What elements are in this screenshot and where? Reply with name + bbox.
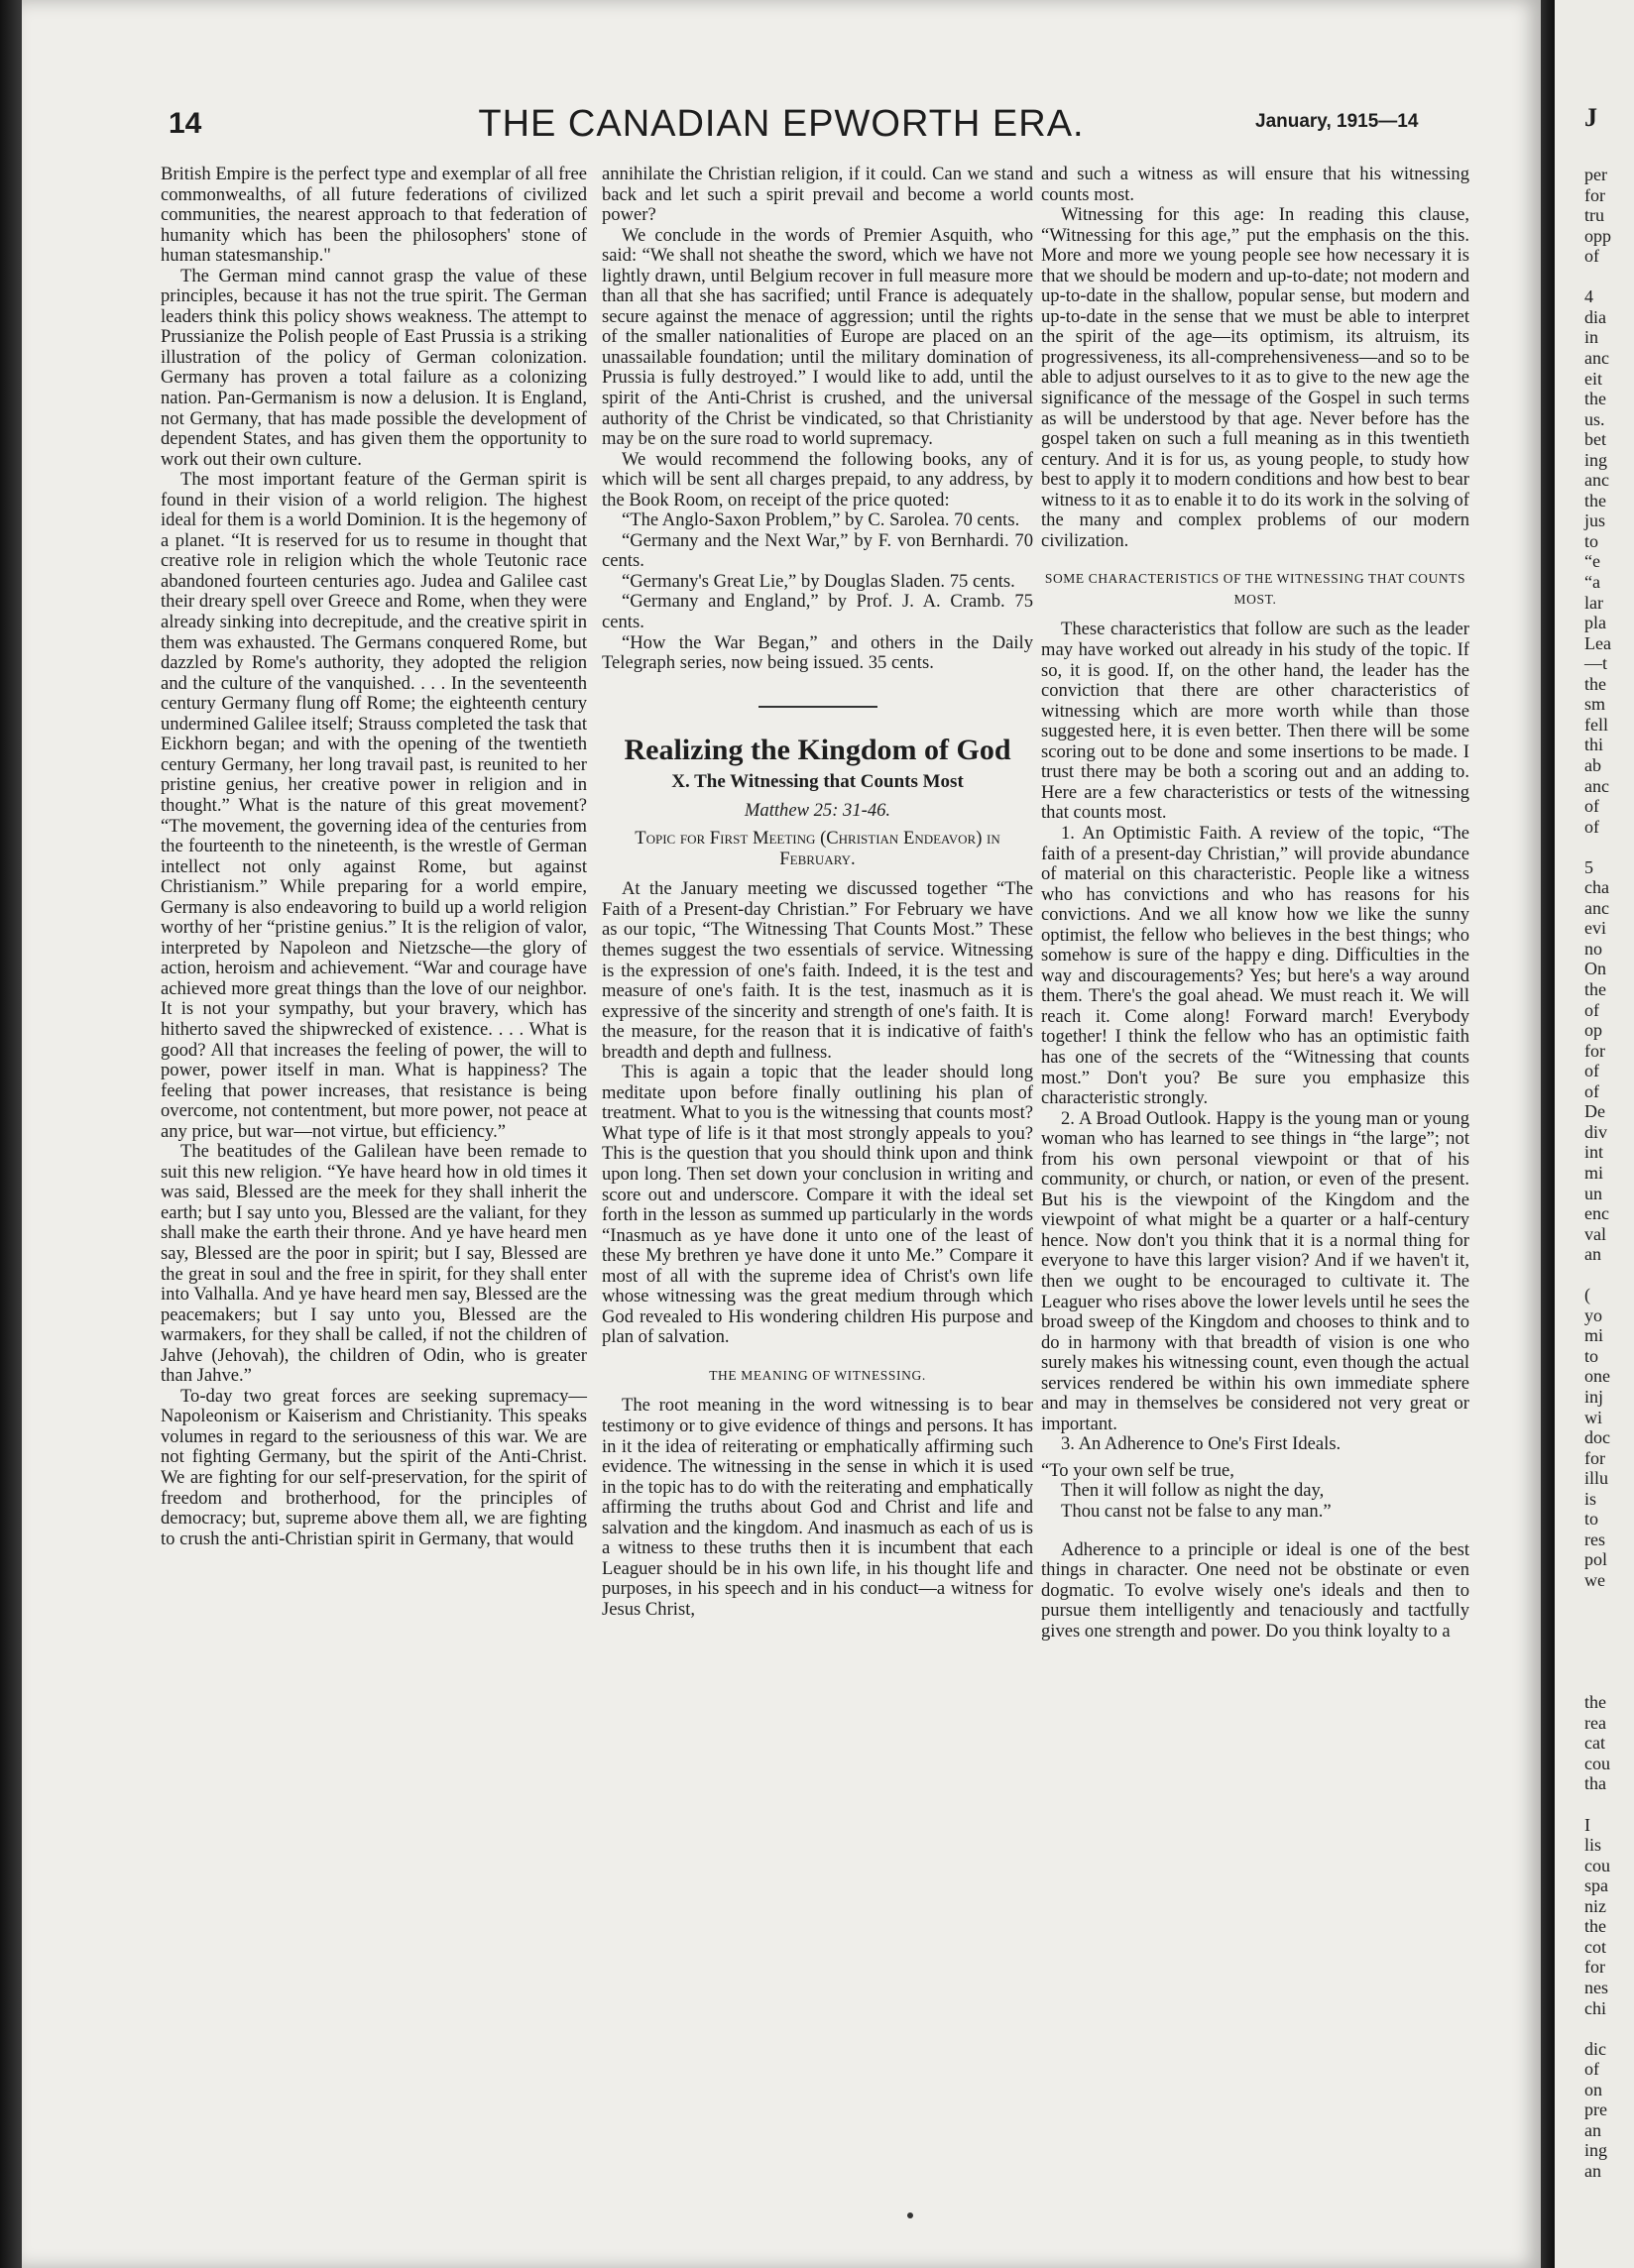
paragraph: “Germany's Great Lie,” by Douglas Sladen. 75 cents. — [622, 570, 1015, 592]
facing-page-fragment: res — [1584, 1529, 1605, 1549]
scan-edge — [0, 0, 22, 2268]
facing-page-fragment: us. — [1584, 408, 1605, 429]
paragraph: The beatitudes of the Galilean have been remade to suit this new religion. “Ye have heard how in old times it was said, Blessed are the meek for they shall inherit the earth; but I say unto you, Blessed are the valiant, for they shall make the earth their throne. And ye have heard men say, Blessed are the poor in spirit; but I say, Blessed are the great in soul and the free in spirit, for they shall enter into Valhalla. And ye have heard men say, Blessed are the peacemakers; but I say unto you, Blessed are the warmakers, for they shall be called, if not the children of Jahve (Jehovah), the children of Odin, who is greater than Jahve.” — [161, 1141, 587, 1387]
facing-page-fragment: mi — [1584, 1162, 1604, 1183]
facing-page-fragment: lar — [1584, 592, 1603, 613]
facing-page-fragment: cou — [1584, 1753, 1610, 1773]
facing-page-fragment: to — [1584, 1345, 1599, 1366]
facing-page-fragment: the — [1584, 490, 1606, 510]
paragraph: The most important feature of the German spirit is found in their vision of a world religion. The highest ideal for them is a world Dominion. It is the hegemony of a planet. “It is reserved for us to resume in thought that creative role in religion which the whole Teutonic race abandoned fourteen centuries ago. Judea and Galilee cast their dreary spell over Greece and Rome, when they were already sinking into decrepitude, and the creative spirit in them was exhausted. The Germans conquered Rome, but dazzled by Rome's authority, they adopted the religion and the culture of the vanquished. . . . In the seventeenth century Germany flung off Rome; the eighteenth century undermined Galilee itself; Strauss completed the task that Eickhorn began; and with the opening of the twentieth century Germany, her long travail past, is reunited to her pristine genius, her creative power in religion and in thought.” What is the nature of this great movement? “The movement, the governing idea of the centuries from the fourteenth to the nineteenth, is the wrestle of German intellect not only against Rome, but against Christianism.” While preparing for a world empire, Germany is also endeavoring to build up a world religion worthy of her “pristine genius.” It is the religion of valor, interpreted by Napoleon and Nietzsche—the glory of action, heroism and achievement. “War and courage have achieved more great things than the love of our neighbor. It is not your sympathy, but your bravery, which has hitherto saved the shipwrecked of existence. . . . What is good? All that increases the feeling of power, the will to power, power itself in man. What is happiness? The feeling that power increases, that resistance is being overcome, not contentment, but more power, not peace at any price, but war—not virtue, but efficiency.” — [161, 469, 587, 1142]
facing-page-fragment: no — [1584, 938, 1602, 959]
paragraph: “The Anglo-Saxon Problem,” by C. Sarolea. 70 cents. — [622, 510, 1020, 531]
facing-page-fragment: of — [1584, 246, 1599, 267]
facing-page-fragment: “a — [1584, 572, 1600, 592]
facing-page-fragment: anc — [1584, 897, 1609, 918]
facing-page-fragment: of — [1584, 2059, 1599, 2080]
facing-page-fragment: eit — [1584, 368, 1602, 389]
scripture-reference: Matthew 25: 31-46. — [744, 799, 891, 821]
page-header — [22, 103, 1541, 153]
facing-page-fragment: niz — [1584, 1895, 1606, 1916]
paragraph: Adherence to a principle or ideal is one of the best things in character. One need not be obstinate or even dogmatic. To evolve wisely one's ideals and then to pursue them intelligently and tenaciously and tactfully gives one strength and power. Do you think loyalty to a — [1041, 1538, 1469, 1642]
facing-page-fragment: ( — [1584, 1285, 1590, 1305]
facing-page-fragment: rea — [1584, 1712, 1606, 1733]
facing-page-fragment: lis — [1584, 1835, 1602, 1856]
paragraph: British Empire is the perfect type and exemplar of all free commonwealths, of all future federations of civilized communities, the nearest approach to that federation of humanity which has been the philosophers' stone of human statesmanship." — [161, 164, 587, 267]
masthead-title: THE CANADIAN EPWORTH ERA. — [478, 103, 1085, 145]
facing-page-fragment: to — [1584, 530, 1599, 551]
paragraph: We would recommend the following books, any of which will be sent all charges prepaid, to any address, by the Book Room, on receipt of the price quoted: — [602, 448, 1033, 510]
facing-page-fragment: un — [1584, 1183, 1602, 1203]
paragraph: “How the War Began,” and others in the Daily Telegraph series, now being issued. 35 cents. — [602, 631, 1033, 674]
facing-page-fragment: the — [1584, 1916, 1606, 1937]
facing-page-fragment: of — [1584, 816, 1599, 837]
ink-speck — [907, 2212, 913, 2218]
facing-page-fragment: cot — [1584, 1936, 1606, 1957]
facing-page-fragment: tha — [1584, 1773, 1606, 1794]
facing-page-fragment: bet — [1584, 429, 1606, 450]
facing-page-fragment: inj — [1584, 1387, 1604, 1407]
paragraph: To-day two great forces are seeking supremacy—Napoleonism or Kaiserism and Christianity. This speaks volumes in regard to the seriousness of this war. We are not fighting Germany, but the spirit of the Anti-Christ. We are fighting for our self-preservation, for the spirit of freedom and brotherhood, for the principles of democracy; but, supreme above them all, we are fighting to crush the anti-Christian spirit in Germany, that would — [161, 1385, 587, 1549]
facing-page-fragment: the — [1584, 1692, 1606, 1713]
book-gutter — [1541, 0, 1555, 2268]
article-title: Realizing the Kingdom of God — [624, 733, 1011, 766]
poem-line: Then it will follow as night the day, — [1061, 1480, 1325, 1502]
facing-page-fragment: an — [1584, 2160, 1601, 2181]
facing-page-fragment: cat — [1584, 1733, 1605, 1754]
facing-page-fragment: to — [1584, 1509, 1599, 1530]
facing-page-fragment: pre — [1584, 2099, 1607, 2120]
facing-page-fragment: yo — [1584, 1304, 1602, 1325]
facing-page-fragment: is — [1584, 1488, 1597, 1509]
poem-quote — [1041, 1461, 1469, 1523]
facing-page-fragment: int — [1584, 1142, 1604, 1163]
facing-page-fragment: doc — [1584, 1427, 1610, 1448]
paragraph: At the January meeting we discussed together “The Faith of a Present-day Christian.” For February we have as our topic, “The Witnessing That Counts Most.” These themes suggest the two essentials of service. Witnessing is the expression of one's faith. Indeed, it is the test and measure of one's faith. It is the test, inasmuch as it is expressive of the sincerity and strength of one's faith. It is the measure, for the reason that it is indicative of faith's breadth and depth and fullness. — [602, 878, 1033, 1063]
facing-page-fragment: anc — [1584, 775, 1609, 796]
facing-page-fragment: the — [1584, 389, 1606, 409]
facing-page-fragment: for — [1584, 184, 1605, 205]
facing-page-fragment: spa — [1584, 1875, 1608, 1896]
facing-page-fragment: dic — [1584, 2038, 1606, 2059]
paragraph: annihilate the Christian religion, if it could. Can we stand back and let such a spirit prevail and become a world power? — [602, 164, 1033, 226]
section-heading: THE MEANING OF WITNESSING. — [709, 1367, 926, 1383]
page-number: 14 — [169, 107, 202, 140]
column-2-top — [602, 165, 1033, 674]
facing-page-fragment: dia — [1584, 306, 1606, 327]
facing-page-fragment: nes — [1584, 1977, 1608, 1997]
paragraph: “Germany and the Next War,” by F. von Bernhardi. 70 cents. — [602, 529, 1033, 572]
facing-page-fragment: mi — [1584, 1325, 1604, 1346]
facing-page-fragment: I — [1584, 1814, 1590, 1835]
facing-page-fragment: of — [1584, 1061, 1599, 1081]
paragraph: The German mind cannot grasp the value of these principles, because it has not the true spirit. The German leaders think this policy shows weakness. The attempt to Prussianize the Polish people of East Prussia is a striking illustration of the policy of German colonization. Germany has proven a total failure as a colonizing nation. Pan-Germanism is now a delusion. It is England, not Germany, that has made possible the development of dependent States, and has given them the opportunity to work out their own culture. — [161, 265, 587, 470]
facing-page-fragment: tru — [1584, 205, 1604, 226]
page — [22, 0, 1541, 2268]
paragraph: 1. An Optimistic Faith. A review of the topic, “The faith of a present-day Christian,” will provide abundance of material on this characteristic. People like a witness who has convictions and who has reasons for his convictions. And we all know how we like the sunny optimist, the fellow who believes in the best things; who somehow is sure of the happy e ding. Difficulties in the way and discouragements? Yes; but here's a way around them. There's the goal ahead. We must reach it. We will reach it. Come along! Forward march! Everybody together! I think the fellow who has an optimistic faith has one of the secrets of the “Witnessing that counts most.” Don't you? Be sure you emphasize this characteristic strongly. — [1041, 822, 1469, 1109]
facing-page-fragment: pol — [1584, 1549, 1608, 1570]
facing-page-fragment: for — [1584, 1040, 1605, 1061]
facing-page-fragment: jus — [1584, 510, 1606, 531]
paragraph: and such a witness as will ensure that his witnessing counts most. — [1041, 164, 1469, 205]
paragraph: 2. A Broad Outlook. Happy is the young man or young woman who has learned to see things in “the large”; not from his own personal viewpoint or that of his community, or church, or nation, or even of the present. But his is the viewpoint of the Kingdom and the viewpoint of what might be a quarter or a half-century hence. Now don't you think that it is a normal thing for everyone to have this larger vision? And if we haven't it, then we ought to be encouraged to cultivate it. The Leaguer who rises above the lower levels until he sees the broad sweep of the Kingdom and chooses to think and to do in harmony with that breadth of vision is one who surely makes his witnessing count, even though the actual services rendered be within his own immediate sphere and may in themselves be considered not very great or important. — [1041, 1107, 1469, 1434]
paragraph: This is again a topic that the leader should long meditate upon before finally outlining his plan of treatment. What to you is the witnessing that counts most? What type of life is it that most strongly appeals to you? This is the question that you should think upon and think upon long. Then set down your conclusion in writing and score out and underscore. Compare it with the ideal set forth in the lesson as summed up particularly in the words “Inasmuch as ye have done it unto one of the least of these My brethren ye have done it unto Me.” Compare it most of all with the supreme idea of Christ's own life whose witnessing was the great medium through which God revealed to His wondering children His purpose and plan of salvation. — [602, 1062, 1033, 1348]
article-topic: Topic for First Meeting (Christian Endeavor) in February. — [635, 828, 1000, 869]
facing-page-fragment: an — [1584, 2119, 1601, 2140]
column-3 — [1041, 165, 1469, 1642]
column-2 — [602, 165, 1033, 1620]
facing-page-fragment: of — [1584, 796, 1599, 817]
facing-page-fragment: thi — [1584, 735, 1604, 755]
column-1 — [161, 165, 587, 1549]
facing-page-fragment: per — [1584, 165, 1607, 184]
facing-page-fragment: on — [1584, 2079, 1602, 2099]
facing-page-fragment: 4 — [1584, 286, 1593, 307]
paragraph: The root meaning in the word witnessing is to bear testimony or to give evidence of things and persons. It has in it the idea of reiterating or emphatically affirming such evidence. The witnessing in the sense in which it is used in the topic has to do with the reiterating and emphatically affirming the truths about God and Christ and life and salvation and the kingdom. And inasmuch as each of us is a witness to these truths then it is incumbent that each Leaguer should be in his own life, in his thought life and purposes, in his speech and in his conduct—a witness for Jesus Christ, — [602, 1395, 1033, 1620]
paragraph: These characteristics that follow are such as the leader may have worked out already in his study of the topic. If so, it is good. If, on the other hand, the leader has the conviction that there are other characteristics of witnessing which are more worth while than those suggested here, it is even better. Then there will be some scoring out to be done and some insertions to be made. I trust there may be both a scoring out and an adding to. Here are a few characteristics or tests of the witnessing that counts most. — [1041, 619, 1469, 824]
facing-page-edge — [1555, 0, 1634, 2268]
facing-page-fragment: an — [1584, 1244, 1601, 1265]
section-heading: SOME CHARACTERISTICS OF THE WITNESSING THAT COUNTS MOST. — [1044, 571, 1466, 607]
facing-page-fragment: anc — [1584, 470, 1609, 491]
facing-page-fragment: sm — [1584, 694, 1606, 715]
facing-page-fragment: opp — [1584, 225, 1611, 246]
facing-page-fragment: the — [1584, 979, 1606, 999]
facing-page-fragment: Lea — [1584, 632, 1611, 653]
facing-page-header: J — [1584, 103, 1597, 132]
facing-page-fragment: De — [1584, 1101, 1605, 1122]
facing-page-fragment: one — [1584, 1366, 1610, 1387]
paragraph: We conclude in the words of Premier Asquith, who said: “We shall not sheathe the sword, which we have not lightly drawn, until Belgium recover in full measure more than all that she has sacrified; until France is adequately secure against the menace of aggression; until the rights of the smaller nationalities of Europe are placed on an unassailable foundation; until the military domination of Prussia is fully destroyed.” I would like to add, until the spirit of the Anti-Christ is crushed, and the universal authority of the Christ be vindicated, so that Christianity may be on the sure road to world supremacy. — [602, 224, 1033, 450]
facing-page-fragment: anc — [1584, 347, 1609, 368]
issue-date: January, 1915—14 — [1255, 111, 1419, 132]
facing-page-fragment: —t — [1584, 653, 1608, 674]
column-2-article — [602, 879, 1033, 1620]
facing-page-fragment: ing — [1584, 449, 1608, 470]
facing-page-fragment: enc — [1584, 1203, 1609, 1224]
facing-page-fragment: On — [1584, 959, 1606, 979]
facing-page-fragment: evi — [1584, 918, 1606, 939]
facing-page-fragment: illu — [1584, 1468, 1609, 1489]
facing-page-fragment: of — [1584, 999, 1599, 1020]
paragraph: 3. An Adherence to One's First Ideals. — [1061, 1433, 1342, 1455]
facing-page-fragment: op — [1584, 1020, 1602, 1041]
article-subtitle: X. The Witnessing that Counts Most — [671, 770, 964, 792]
facing-page-fragment: chi — [1584, 1997, 1606, 2018]
section-divider — [759, 706, 877, 708]
facing-page-fragment: “e — [1584, 551, 1600, 572]
poem-line: “To your own self be true, — [1041, 1459, 1234, 1481]
facing-page-fragment: we — [1584, 1569, 1605, 1590]
facing-page-fragment: ing — [1584, 2140, 1608, 2161]
facing-page-fragment: fell — [1584, 714, 1608, 735]
facing-page-fragment: pla — [1584, 613, 1606, 633]
facing-page-fragment: of — [1584, 1080, 1599, 1101]
paragraph: “Germany and England,” by Prof. J. A. Cramb. 75 cents. — [602, 591, 1033, 633]
facing-page-fragment: wi — [1584, 1407, 1602, 1427]
facing-page-fragment: cha — [1584, 877, 1609, 898]
facing-page-fragment: cou — [1584, 1855, 1610, 1875]
facing-page-fragment: in — [1584, 327, 1599, 348]
paragraph: Witnessing for this age: In reading this clause, “Witnessing for this age,” put the emphasis on the this. More and more we young people see how necessary it is that we should be modern and up-to-date; not modern and up-to-date in the shallow, popular sense, but modern and up-to-date in the sense that we must be able to interpret the spirit of the age—its optimism, its altruism, its progressiveness, its all-comprehensiveness—and so to be able to adjust ourselves to it as to give to the new age the significance of the message of the Gospel in such terms as will be understood by that age. Never before has the gospel taken on such a full meaning as in this twentieth century. And it is for us, as young people, to study how best to apply it to modern conditions and how best to bear witness to it as to enable it to do its work in the solving of the many and complex problems of our modern civilization. — [1041, 204, 1469, 551]
facing-page-fragment: val — [1584, 1223, 1606, 1244]
facing-page-fragment: the — [1584, 673, 1606, 694]
facing-page-fragment: 5 — [1584, 856, 1593, 877]
poem-line: Thou canst not be false to any man.” — [1061, 1501, 1332, 1522]
facing-page-fragment: div — [1584, 1121, 1608, 1142]
facing-page-fragment: for — [1584, 1957, 1605, 1978]
facing-page-fragment: ab — [1584, 754, 1601, 775]
facing-page-fragment: for — [1584, 1447, 1605, 1468]
